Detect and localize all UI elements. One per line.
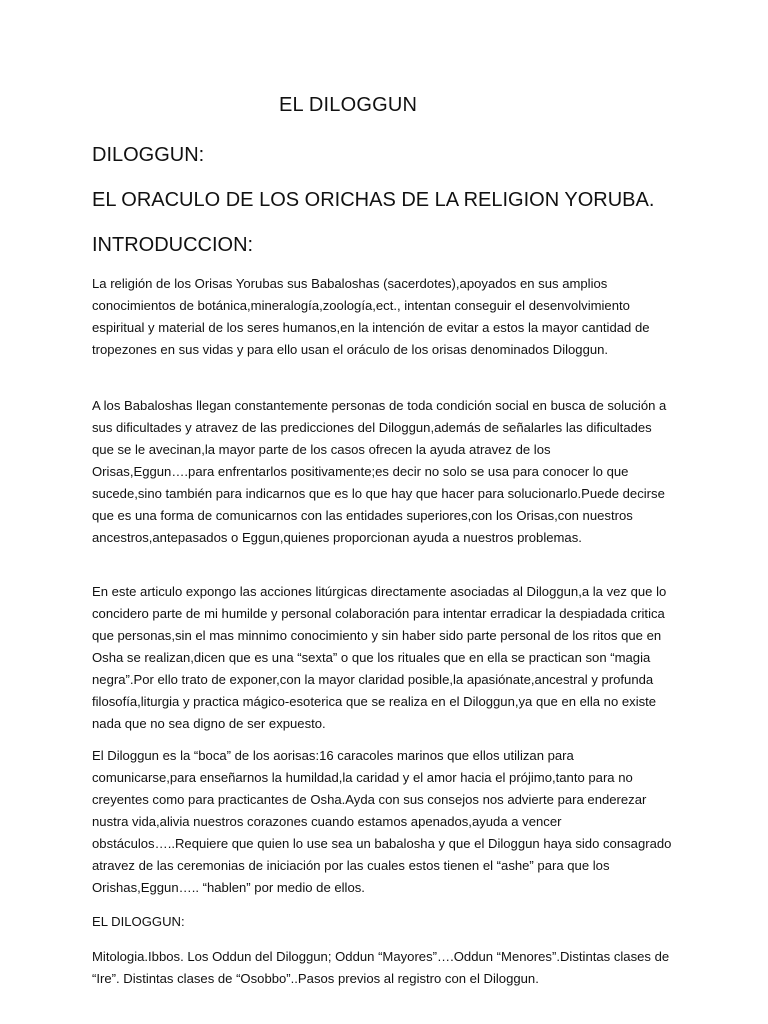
paragraph-diloggun-description: El Diloggun es la “boca” de los aorisas:16 caracoles marinos que ellos utilizan para comunicarse,para enseñarnos la humildad,la caridad y el amor hacia el prójimo,tanto para no creyentes como para practicantes de Osha.Ayda con sus consejos nos advierte para enderezar nustra vida,alivia nuestros corazones cuando estamos apenados,ayuda a vencer obstáculos…..Requiere que quien lo use sea un babalosha y que el Diloggun haya sido consagrado atravez de las ceremonias de iniciación por las cuales estos tienen el “ashe” para que los Orishas,Eggun….. “hablen” por medio de ellos.: [92, 748, 672, 895]
paragraph-article-purpose: En este articulo expongo las acciones litúrgicas directamente asociadas al Diloggun,a la vez que lo concidero parte de mi humilde y personal colaboración para intentar erradicar la despiadada critica que personas,sin el mas minnimo conocimiento y sin haber sido parte personal de los ritos que en Osha se realizan,dicen que es una “sexta” o que los rituales que en ella se practican son “magia negra”.Por ello trato de exponer,con la mayor claridad posible,la apasiónate,ancestral y profunda filosofía,liturgia y practica mágico-esoterica que se realiza en el Diloggun,ya que en ella no existe nada que no sea digno de ser expuesto.: [92, 584, 667, 731]
subheading-el-diloggun: EL DILOGGUN:: [92, 914, 185, 929]
paragraph-introduction: La religión de los Orisas Yorubas sus Babaloshas (sacerdotes),apoyados en sus amplios conocimientos de botánica,mineralogía,zoología,ect., intentan conseguir el desenvolvimiento espiritual y material de los seres humanos,en la intención de evitar a estos la mayor cantidad de tropezones en sus vidas y para ello usan el oráculo de los orisas denominados Diloggun.: [92, 276, 650, 357]
paragraph-babaloshas: A los Babaloshas llegan constantemente personas de toda condición social en busca de solución a sus dificultades y atravez de las predicciones del Diloggun,además de señalarles las dificultades que se le avecinan,la mayor parte de los casos ofrecen la ayuda atravez de los Orisas,Eggun….para enfrentarlos positivamente;es decir no solo se usa para conocer lo que sucede,sino también para indicarnos que es lo que hay que hacer para solucionarlo.Puede decirse que es una forma de comunicarnos con las entidades superiores,con los Orisas,con nuestros ancestros,antepasados o Eggun,quienes proporcionan ayuda a nuestros problemas.: [92, 398, 667, 545]
paragraph-topics-list: Mitologia.Ibbos. Los Oddun del Diloggun; Oddun “Mayores”….Oddun “Menores”.Distintas clases de “Ire”. Distintas clases de “Osobbo”..Pasos previos al registro con el Diloggun.: [92, 949, 670, 986]
section-heading-diloggun: DILOGGUN:: [92, 144, 205, 166]
document-title: EL DILOGGUN: [279, 94, 418, 116]
section-heading-introduction: INTRODUCCION:: [92, 234, 254, 256]
section-heading-oracle: EL ORACULO DE LOS ORICHAS DE LA RELIGION YORUBA.: [92, 189, 655, 211]
